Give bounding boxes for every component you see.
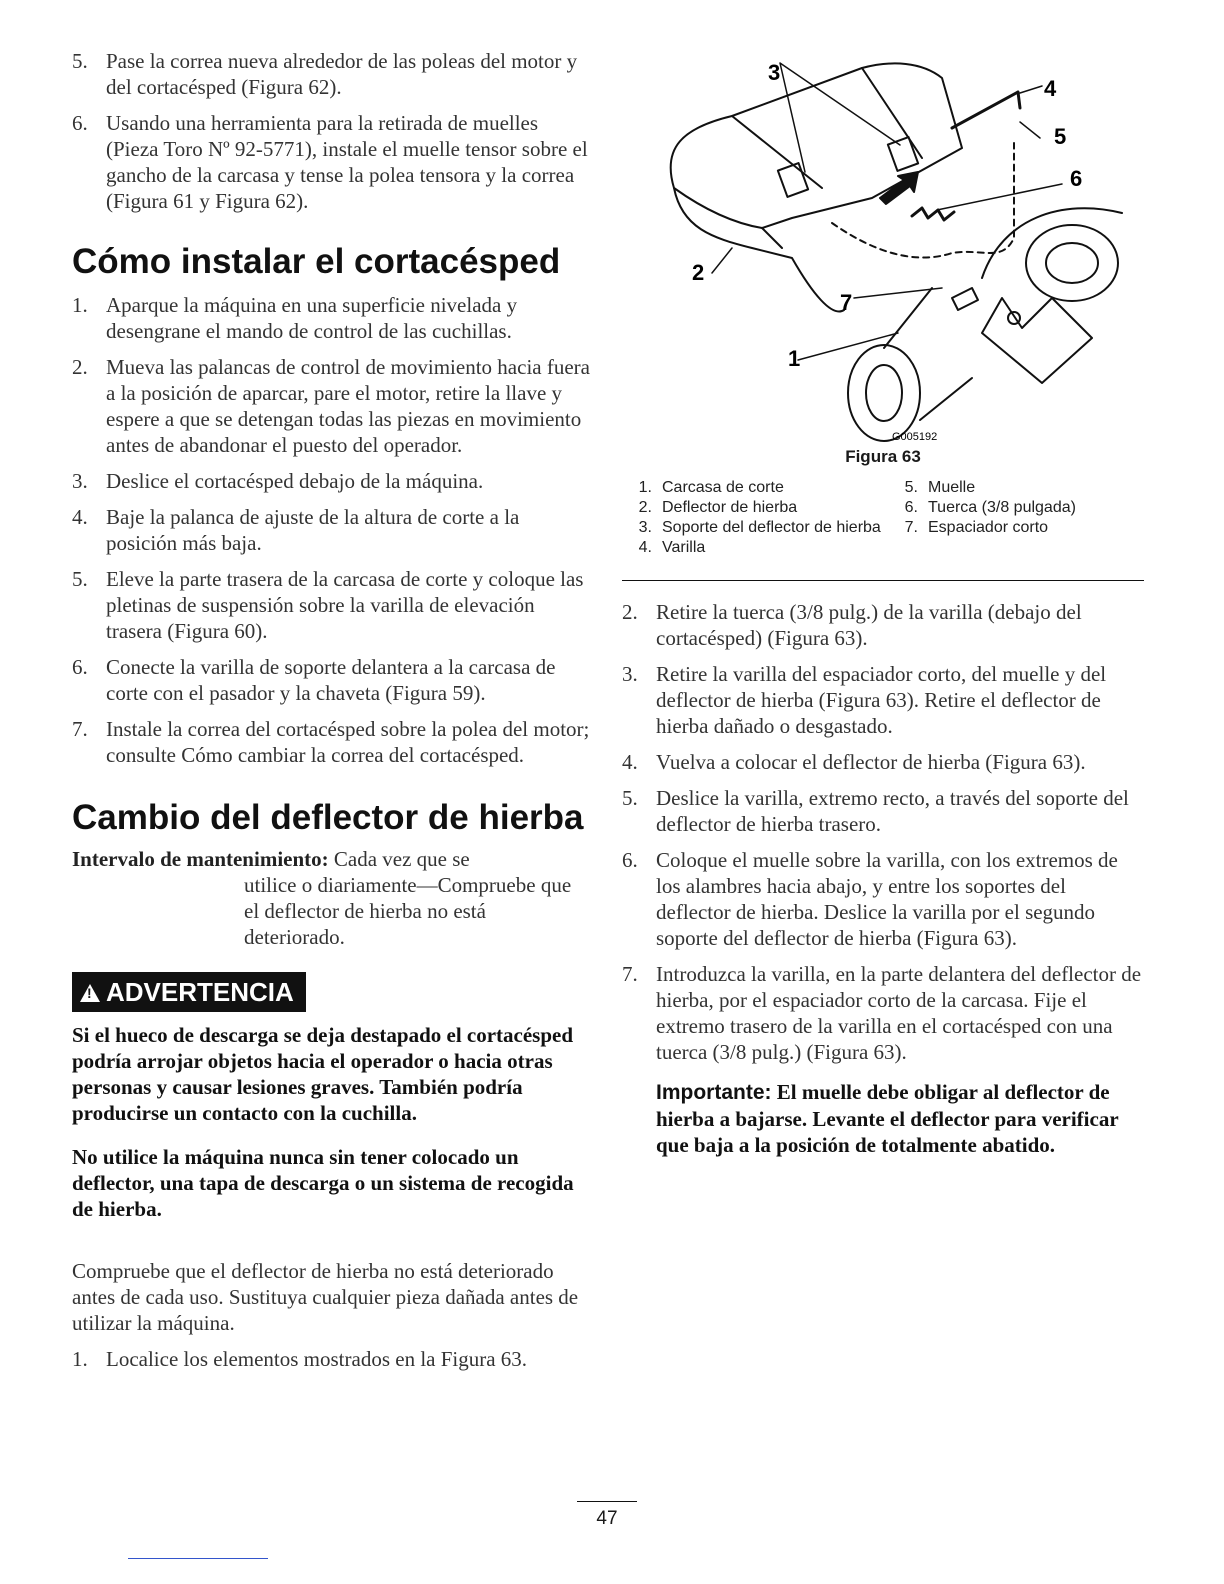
page-number: 47 xyxy=(577,1501,637,1530)
spring-shape xyxy=(912,208,954,220)
figure-legend xyxy=(622,478,1144,558)
callout-6: 6 xyxy=(1070,166,1083,191)
deck-edge xyxy=(982,208,1122,278)
list-item: 1. Aparque la máquina en una superficie nivelada y desengrane el mando de control de las cuchillas. xyxy=(72,293,518,343)
warning-text-2: No utilice la máquina nunca sin tener colocado un deflector, una tapa de descarga o un sistema de recogida de hierba. xyxy=(72,1145,574,1221)
intro-steps xyxy=(72,48,592,214)
warning-badge: !ADVERTENCIA xyxy=(72,972,306,1012)
list-item: 4. Vuelva a colocar el deflector de hierba (Figura 63). xyxy=(622,750,1086,774)
list-item: 6. Usando una herramienta para la retirada de muelles (Pieza Toro Nº 92-5771), instale el muelle tensor sobre el gancho de la carcasa y tense la polea tensora y la correa (Figura 61 y Figura 62). xyxy=(72,111,588,213)
replace-steps xyxy=(622,599,1144,1065)
rod-shape xyxy=(952,92,1020,128)
important-text: El muelle debe obligar al deflector de hierba a bajarse. Levante el deflector para verificar que baja a la posición de totalmente abatido. xyxy=(656,1080,1119,1157)
pulley-shape xyxy=(1026,225,1118,301)
legend-right xyxy=(896,478,1136,558)
figure-63 xyxy=(622,48,1144,468)
list-item: 5. Deslice la varilla, extremo recto, a través del soporte del deflector de hierba trasero. xyxy=(622,786,1129,836)
list-item: 6. Coloque el muelle sobre la varilla, con los extremos de los alambres hacia abajo, y entre los soportes del deflector de hierba. Deslice la varilla por el segundo soporte del deflector de hierba (Figura 63). xyxy=(622,848,1118,950)
legend-item: 7. Espaciador corto xyxy=(904,519,1049,536)
callout-2: 2 xyxy=(692,260,705,285)
spacer-shape xyxy=(952,288,978,310)
warning-block xyxy=(72,972,592,1222)
list-item: 3. Deslice el cortacésped debajo de la máquina. xyxy=(72,469,484,493)
list-item: 5. Pase la correa nueva alrededor de las poleas del motor y del cortacésped (Figura 62). xyxy=(72,49,578,99)
check-paragraph: Compruebe que el deflector de hierba no está deteriorado antes de cada uso. Sustituya cualquier pieza dañada antes de utilizar la máquina. xyxy=(72,1259,579,1335)
drawing-id: G005192 xyxy=(892,431,938,443)
legend-item: 3. Soporte del deflector de hierba xyxy=(638,519,881,536)
interval-text: Cada vez que se xyxy=(333,847,470,871)
list-item: 7. Introduzca la varilla, en la parte delantera del deflector de hierba, por el espaciador corto de la carcasa. Fije el extremo trasero de la varilla en el cortacésped con una tuerca (3/8 pulg.) (Figura 63). xyxy=(622,962,1142,1064)
important-note xyxy=(656,1079,1144,1158)
legend-item: 1. Carcasa de corte xyxy=(638,479,784,496)
figure-caption: Figura 63 xyxy=(845,447,921,466)
wheel-shape xyxy=(848,345,920,441)
legend-item: 4. Varilla xyxy=(638,539,706,556)
list-item: 1. Localice los elementos mostrados en la Figura 63. xyxy=(72,1347,528,1371)
left-column xyxy=(72,48,592,1382)
list-item: 5. Eleve la parte trasera de la carcasa de corte y coloque las pletinas de suspensión sobre la varilla de elevación trasera (Figura 60). xyxy=(72,567,584,643)
nut-shape xyxy=(1008,312,1020,324)
list-item: 4. Baje la palanca de ajuste de la altura de corte a la posición más baja. xyxy=(72,505,520,555)
important-label: Importante: xyxy=(656,1081,772,1104)
list-item: 7. Instale la correa del cortacésped sobre la polea del motor; consulte Cómo cambiar la correa del cortacésped. xyxy=(72,717,590,767)
deflector-lip xyxy=(674,188,844,311)
footer-link-line xyxy=(128,1558,268,1559)
legend-left xyxy=(622,478,896,558)
interval-text-cont: utilice o diariamente—Compruebe que el deflector de hierba no está deteriorado. xyxy=(244,873,572,949)
divider xyxy=(622,580,1144,581)
warning-triangle-icon xyxy=(80,984,100,1002)
callout-1: 1 xyxy=(788,346,801,371)
warning-text: Si el hueco de descarga se deja destapado el cortacésped podría arrojar objetos hacia el operador o hacia otras personas y causar lesiones graves. También podría producirse un contacto con la cuchilla. xyxy=(72,1023,574,1125)
callout-7: 7 xyxy=(840,290,853,315)
interval-label: Intervalo de mantenimiento: xyxy=(72,847,329,871)
right-column xyxy=(622,48,1144,1158)
section-title-deflector: Cambio del deflector de hierba xyxy=(72,798,584,837)
callout-4: 4 xyxy=(1044,76,1057,101)
arrow-shape xyxy=(880,172,918,204)
legend-item: 5. Muelle xyxy=(904,479,976,496)
locate-step xyxy=(72,1346,592,1372)
legend-item: 2. Deflector de hierba xyxy=(638,499,798,516)
bracket-shape-2 xyxy=(888,137,918,171)
callout-5: 5 xyxy=(1054,124,1067,149)
deflector-diagram xyxy=(622,48,1144,448)
list-item: 6. Conecte la varilla de soporte delantera a la carcasa de corte con el pasador y la chaveta (Figura 59). xyxy=(72,655,556,705)
section-title-install: Cómo instalar el cortacésped xyxy=(72,242,561,281)
install-steps xyxy=(72,292,592,768)
maintenance-interval xyxy=(72,846,592,950)
list-item: 2. Retire la tuerca (3/8 pulg.) de la varilla (debajo del cortacésped) (Figura 63). xyxy=(622,600,1082,650)
legend-item: 6. Tuerca (3/8 pulgada) xyxy=(904,499,1076,516)
list-item: 3. Retire la varilla del espaciador corto, del muelle y del deflector de hierba (Figura 63). Retire el deflector de hierba dañado o desgastado. xyxy=(622,662,1107,738)
list-item: 2. Mueva las palancas de control de movimiento hacia fuera a la posición de aparcar, pare el motor, retire la llave y espere a que se detengan todas las piezas en movimiento antes de abandonar el puesto del operador. xyxy=(72,355,590,457)
blade-shape xyxy=(982,298,1092,383)
callout-3: 3 xyxy=(768,60,781,85)
